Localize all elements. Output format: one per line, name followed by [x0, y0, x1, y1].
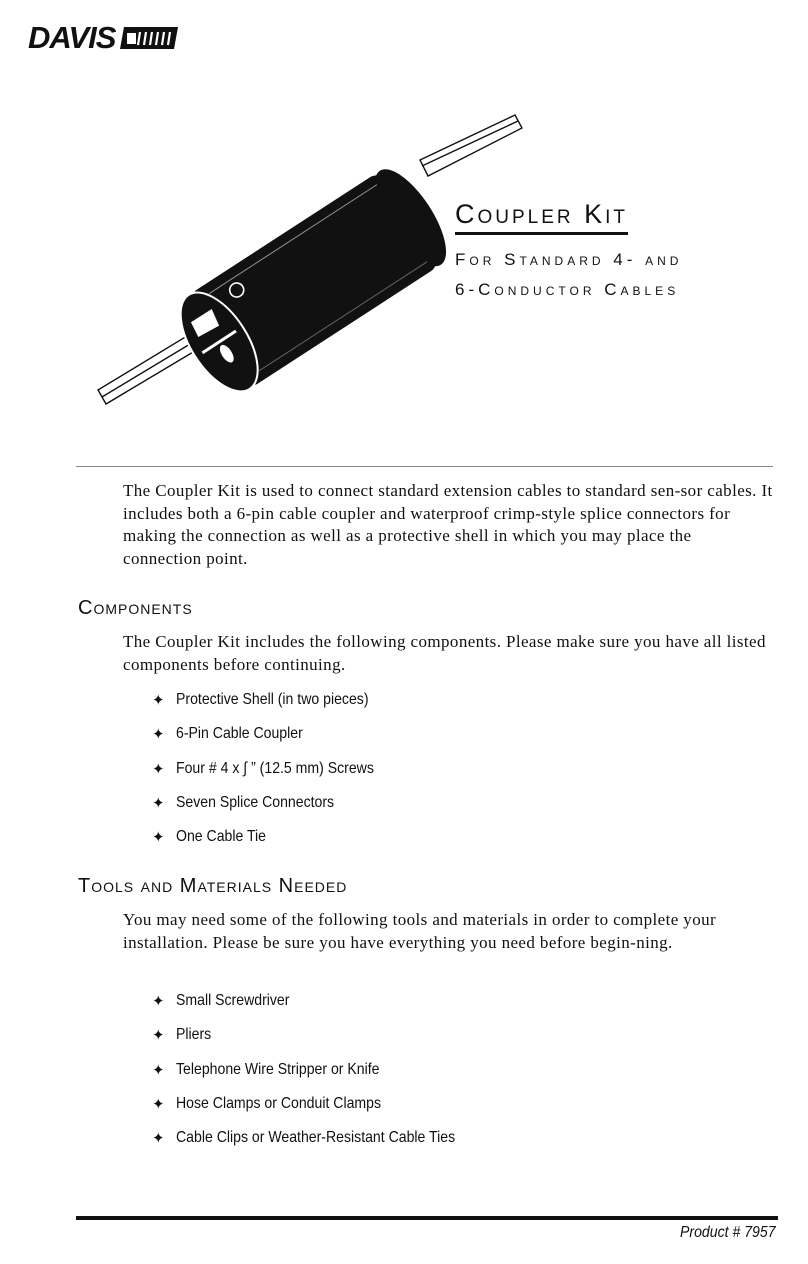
title-block	[455, 196, 682, 305]
tools-heading: Tools and Materials Needed	[78, 875, 348, 897]
list-item-label: Small Screwdriver	[176, 992, 290, 1010]
bullet-icon: ✦	[152, 829, 165, 847]
list-item-label: Pliers	[176, 1026, 212, 1044]
page-title: Coupler Kit	[455, 196, 628, 235]
bullet-icon: ✦	[152, 1096, 165, 1114]
list-item	[152, 1053, 493, 1087]
bullet-icon: ✦	[152, 692, 165, 710]
tools-list	[152, 984, 493, 1155]
bullet-icon: ✦	[152, 760, 165, 778]
list-item-label: Protective Shell (in two pieces)	[176, 691, 369, 709]
subtitle-line-2: 6-Conductor Cables	[455, 280, 680, 299]
list-item	[152, 984, 493, 1018]
davis-logo	[28, 20, 180, 56]
list-item	[152, 1087, 493, 1121]
components-list	[152, 683, 401, 854]
brand-mark-icon	[118, 25, 180, 51]
top-divider	[76, 466, 773, 467]
bullet-icon: ✦	[152, 1130, 165, 1148]
list-item-label: Telephone Wire Stripper or Knife	[176, 1060, 380, 1078]
product-number	[667, 1224, 776, 1242]
bullet-icon: ✦	[152, 993, 165, 1011]
list-item	[152, 717, 401, 751]
list-item-label: Hose Clamps or Conduit Clamps	[176, 1095, 382, 1113]
list-item	[152, 1018, 493, 1052]
components-heading: Components	[78, 597, 193, 619]
list-item-label: Seven Splice Connectors	[176, 794, 335, 812]
bullet-icon: ✦	[152, 726, 165, 744]
list-item-label: 6-Pin Cable Coupler	[176, 725, 303, 743]
bullet-icon: ✦	[152, 1027, 165, 1045]
bottom-divider	[76, 1216, 778, 1220]
product-number-text: Product # 7957	[680, 1224, 776, 1241]
list-item	[152, 752, 401, 786]
intro-paragraph: The Coupler Kit is used to connect standard extension cables to standard sen-sor cables. It includes both a 6-pin cable coupler and waterproof crimp-style splice connectors for making the connection as well as a protective shell in which you may place the connection point.	[123, 481, 773, 568]
page-subtitle	[455, 245, 682, 305]
bullet-icon: ✦	[152, 1061, 165, 1079]
list-item	[152, 786, 401, 820]
list-item-label: One Cable Tie	[176, 828, 267, 846]
list-item	[152, 683, 401, 717]
list-item-label: Cable Clips or Weather-Resistant Cable Ties	[176, 1129, 456, 1147]
subtitle-line-1: For Standard 4- and	[455, 250, 683, 269]
bullet-icon: ✦	[152, 795, 165, 813]
list-item	[152, 1121, 493, 1155]
brand-name: DAVIS	[28, 20, 116, 55]
list-item-label: Four # 4 x ∫ ” (12.5 mm) Screws	[176, 759, 374, 777]
tools-description: You may need some of the following tools and materials in order to complete your installation. Please be sure you have everything you need before begin-ning.	[123, 910, 717, 952]
list-item	[152, 820, 401, 854]
components-description: The Coupler Kit includes the following components. Please make sure you have all listed components before continuing.	[123, 632, 766, 674]
